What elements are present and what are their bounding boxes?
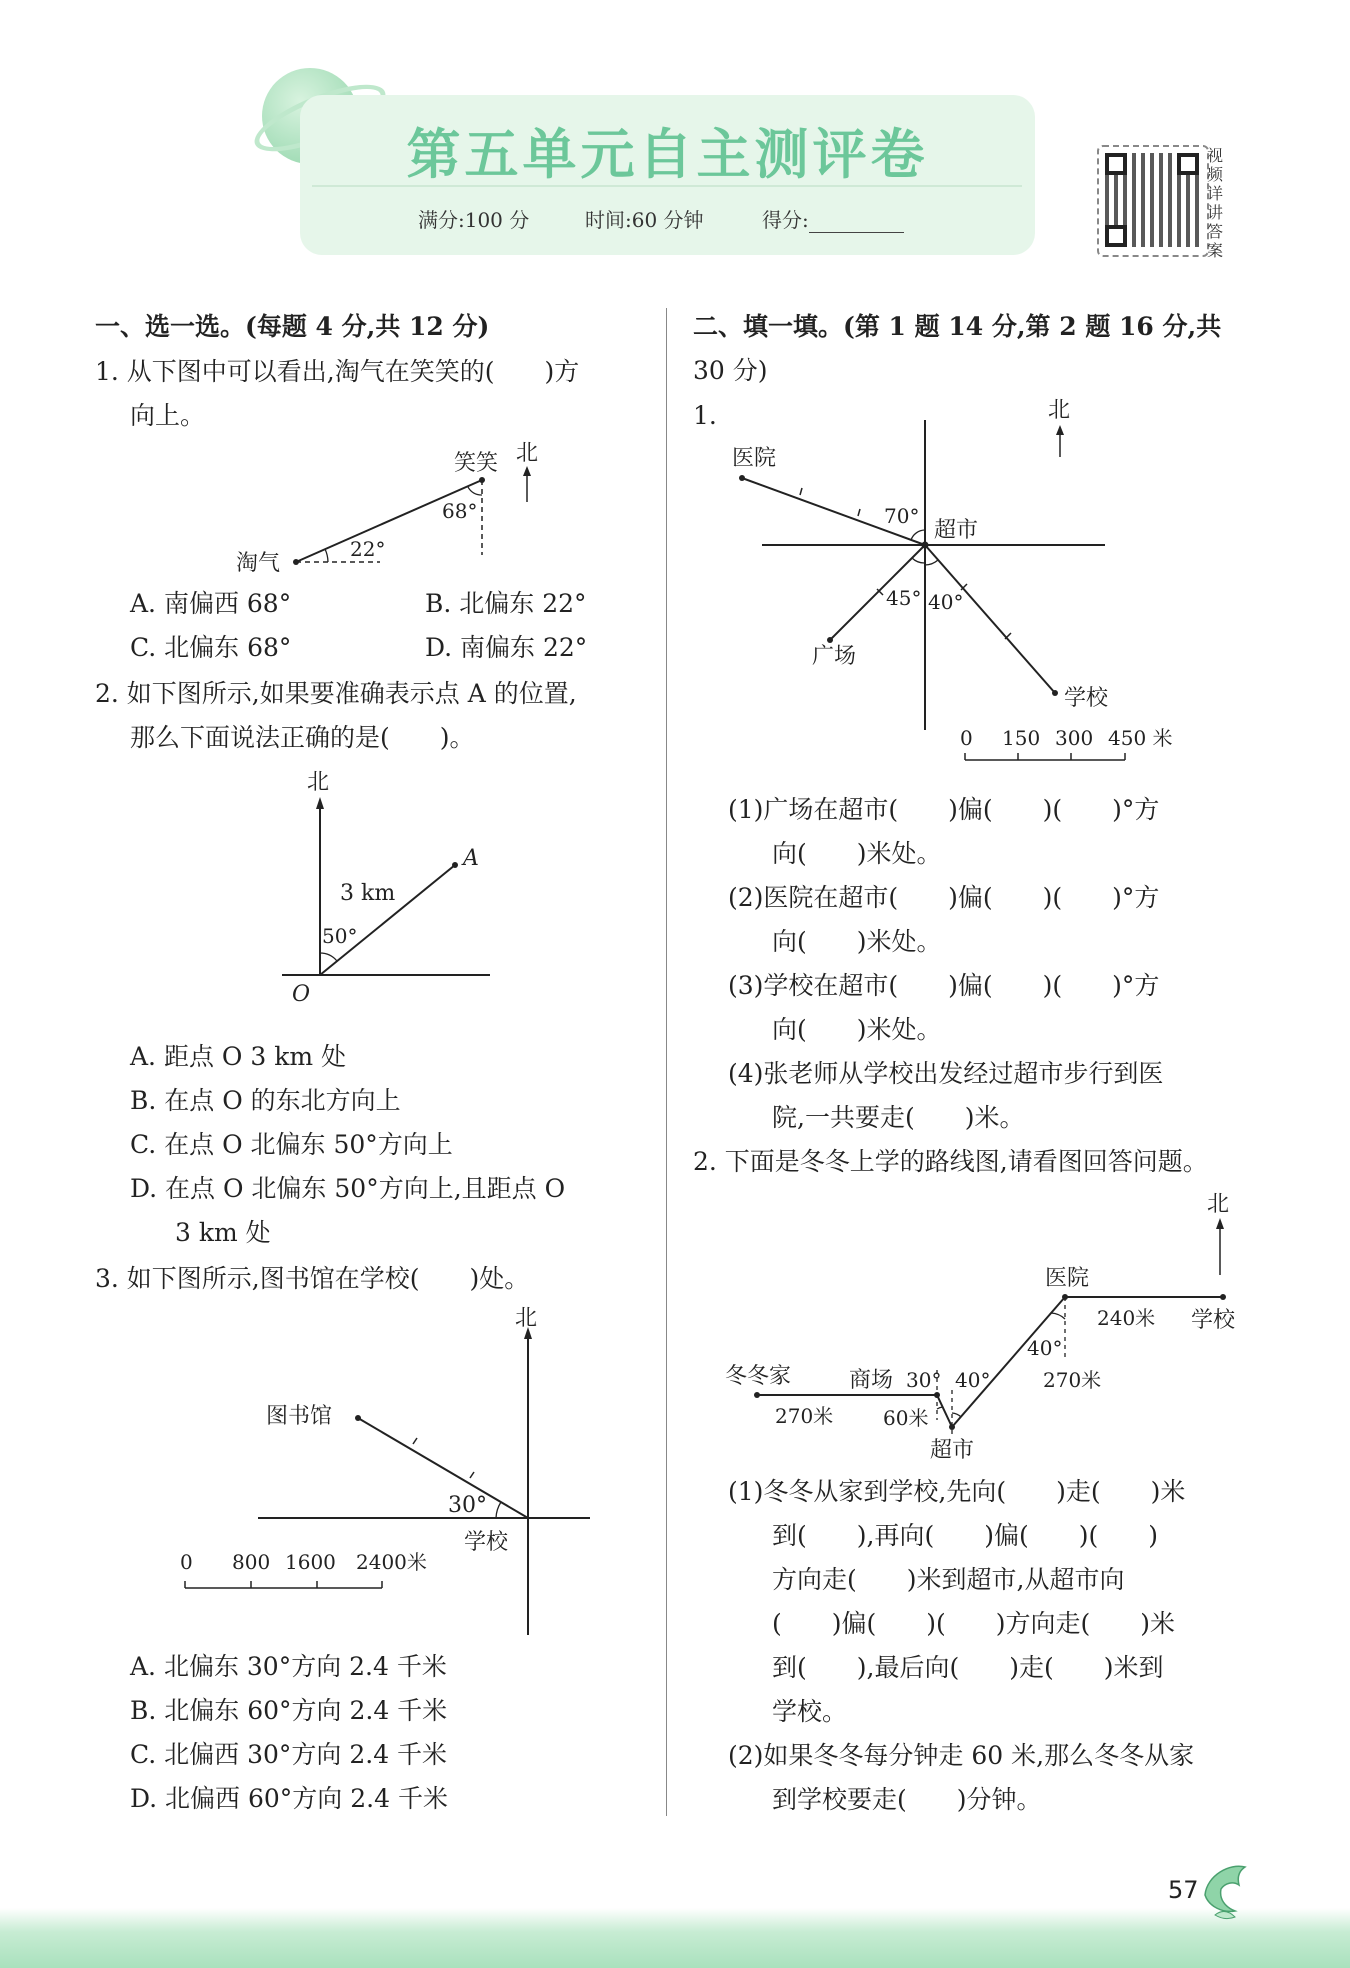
s2-q1-scale-label: 450 米 [1108,726,1173,750]
q3-school-label: 学校 [464,1530,509,1555]
qr-caption-char: 答 [1207,222,1224,241]
q2-option-d-line1: D. 在点 O 北偏东 50°方向上,且距点 O [130,1174,566,1203]
q3-point-library [355,1415,361,1421]
q3-stem: 3. 如下图所示,图书馆在学校( )处。 [95,1264,530,1293]
s2-q1-angle-arc [911,530,925,540]
q3-scale-label: 2400米 [356,1550,427,1574]
s2-q1-angle-arc [925,560,938,565]
s2-q1-scale-label: 150 [1002,726,1041,750]
s2-q1-point-hospital [739,475,745,481]
s2-q2-point-school [1220,1294,1226,1300]
s2-q1-square-label: 广场 [812,644,857,669]
page-number: 57 [1168,1876,1199,1904]
q1-point-xiaoxiao [479,477,485,483]
q3-line-library [358,1418,528,1518]
s2-q1-tick [858,509,860,516]
q3-tick [413,1438,417,1444]
qr-caption [1207,146,1229,260]
s2-q2-market-label: 超市 [930,1438,975,1463]
page-title: 第五单元自主测评卷 [406,123,929,186]
q1-stem-line2: 向上。 [130,401,206,430]
s2-q1-item: (1)广场在超市( )偏( )( )°方 [728,795,1160,824]
section1-heading: 一、选一选。(每题 4 分,共 12 分) [95,312,490,341]
s2-q2-mall-label: 商场 [849,1368,894,1393]
qr-caption-char: 详 [1207,184,1224,203]
s2-q2-stem: 2. 下面是冬冬上学的路线图,请看图回答问题。 [693,1147,1208,1176]
s2-q1-north-label: 北 [1048,398,1071,423]
s2-q2-a1: 30° [906,1368,942,1392]
q1-label-xiaoxiao: 笑笑 [454,451,499,476]
section2-heading-line1: 二、填一填。(第 1 题 14 分,第 2 题 16 分,共 [693,312,1222,341]
q1-angle-arc [325,549,328,562]
s2-q2-d2: 60米 [883,1406,929,1430]
s2-q1-point-square [827,637,833,643]
s2-q2-figure [715,1185,1255,1465]
s2-q1-item: (2)医院在超市( )偏( )( )°方 [728,883,1160,912]
s2-q2-a2: 40° [955,1368,991,1392]
s2-q1-angle70: 70° [884,504,920,528]
q3-option-b: B. 北偏东 60°方向 2.4 千米 [130,1696,448,1725]
q1-option-c: C. 北偏东 68° [130,633,292,662]
s2-q2-item: 方向走( )米到超市,从超市向 [772,1565,1125,1594]
s2-q1-angle40: 40° [928,590,964,614]
q2-distance-label: 3 km [340,881,396,906]
q1-option-d: D. 南偏东 22° [425,633,588,662]
s2-q2-point-market [949,1424,955,1430]
s2-q1-north-arrowhead [1056,425,1064,435]
q3-option-d: D. 北偏西 60°方向 2.4 千米 [130,1784,448,1813]
column-divider [666,308,667,1816]
s2-q1-scale-label: 0 [960,726,973,750]
q3-scale-label: 0 [180,1550,193,1574]
dolphin-icon [1195,1855,1255,1925]
s2-q2-north-label: 北 [1207,1192,1230,1217]
q3-angle-arc [496,1502,501,1518]
score-label: 得分: [762,208,809,232]
score-blank [809,212,904,233]
q2-origin-label: O [292,982,311,1007]
qr-caption-char: 讲 [1207,203,1224,222]
s2-q1-number: 1. [693,401,717,430]
full-marks: 满分:100 分 [418,208,530,232]
q2-north-label: 北 [307,770,330,795]
s2-q2-a3: 40° [1027,1336,1063,1360]
q1-stem-line1: 1. 从下图中可以看出,淘气在笑笑的( )方 [95,357,580,386]
s2-q1-point-school [1052,690,1058,696]
q2-option-a: A. 距点 O 3 km 处 [130,1042,346,1071]
s2-q1-market-label: 超市 [934,518,979,543]
q3-figure [170,1305,610,1640]
q2-point-a [452,862,458,868]
q2-point-a-label: A [463,846,479,871]
q3-option-c: C. 北偏西 30°方向 2.4 千米 [130,1740,448,1769]
time-limit: 时间:60 分钟 [585,208,704,232]
s2-q1-angle45: 45° [886,586,922,610]
s2-q2-d3: 270米 [1043,1368,1102,1392]
s2-q2-item: 学校。 [772,1697,848,1726]
s2-q1-hospital-label: 医院 [732,446,777,471]
q2-option-b: B. 在点 O 的东北方向上 [130,1086,401,1115]
footer-band [0,1908,1350,1968]
q3-north-label: 北 [515,1306,538,1331]
s2-q2-point-mall [934,1392,940,1398]
q2-option-c: C. 在点 O 北偏东 50°方向上 [130,1130,453,1159]
s2-q1-item: 院,一共要走( )米。 [772,1103,1025,1132]
q1-point-taoqi [293,559,299,565]
qr-finder [1105,153,1127,175]
s2-q2-angle-arc [1051,1313,1065,1319]
s2-q2-hospital-label: 医院 [1045,1266,1090,1291]
s2-q1-figure [720,395,1240,775]
q2-stem-line2: 那么下面说法正确的是( )。 [130,723,475,752]
qr-finder [1105,225,1127,247]
s2-q1-school-label: 学校 [1064,686,1109,711]
q1-north-label: 北 [516,441,539,466]
q1-option-a: A. 南偏西 68° [130,589,292,618]
q2-angle-arc [320,953,337,961]
qr-caption-char: 案 [1207,241,1224,260]
s2-q1-line-school [925,545,1055,693]
s2-q2-school-label: 学校 [1191,1308,1236,1333]
s2-q2-point-home [754,1392,760,1398]
s2-q1-item: 向( )米处。 [772,839,942,868]
q2-stem-line1: 2. 如下图所示,如果要准确表示点 A 的位置, [95,679,577,708]
s2-q1-tick [800,488,802,495]
qr-caption-char: 频 [1207,165,1224,184]
q2-angle-label: 50° [322,924,358,948]
s2-q2-item: (1)冬冬从家到学校,先向( )走( )米 [728,1477,1186,1506]
q2-figure [270,765,500,1015]
s2-q2-path-mall-market [937,1395,952,1427]
s2-q2-item: 到( ),最后向( )走( )米到 [772,1653,1164,1682]
q1-angle-22: 22° [350,537,386,561]
s2-q1-point-market [922,542,929,549]
s2-q2-d4: 240米 [1097,1306,1156,1330]
s2-q2-point-hospital [1062,1294,1068,1300]
s2-q1-angle-arc [912,558,925,563]
q1-angle-68: 68° [442,499,478,523]
q3-tick [470,1472,474,1478]
section2-heading-line2: 30 分) [693,356,768,385]
s2-q1-item: (4)张老师从学校出发经过超市步行到医 [728,1059,1164,1088]
q3-angle-label: 30° [448,1493,487,1518]
s2-q2-north-arrowhead [1216,1218,1224,1229]
q3-scale-label: 1600 [285,1550,336,1574]
q3-option-a: A. 北偏东 30°方向 2.4 千米 [130,1652,447,1681]
qr-code[interactable] [1097,145,1209,257]
s2-q1-item: (3)学校在超市( )偏( )( )°方 [728,971,1160,1000]
s2-q2-path-market-hospital [952,1297,1065,1427]
q1-north-arrowhead [523,466,531,476]
s2-q2-home-label: 冬冬家 [725,1364,792,1389]
q1-option-b: B. 北偏东 22° [425,589,587,618]
s2-q2-angle-arc [952,1413,961,1417]
s2-q1-scale-label: 300 [1055,726,1094,750]
score-field [762,204,904,233]
q2-option-d-line2: 3 km 处 [175,1218,271,1247]
q3-scale-label: 800 [232,1550,271,1574]
qr-finder [1177,153,1199,175]
qr-caption-char: 视 [1207,146,1224,165]
q2-north-arrowhead [316,797,324,809]
s2-q1-item: 向( )米处。 [772,927,942,956]
q3-library-label: 图书馆 [266,1404,333,1429]
s2-q1-item: 向( )米处。 [772,1015,942,1044]
s2-q2-item: 到( ),再向( )偏( )( ) [772,1521,1158,1550]
s2-q2-item: ( )偏( )( )方向走( )米 [772,1609,1176,1638]
s2-q2-d1: 270米 [775,1404,834,1428]
q1-angle-arc [468,487,482,495]
q1-figure [220,440,560,580]
s2-q2-item: 到学校要走( )分钟。 [772,1785,1042,1814]
s2-q2-item: (2)如果冬冬每分钟走 60 米,那么冬冬从家 [728,1741,1195,1770]
q1-label-taoqi: 淘气 [236,551,281,576]
